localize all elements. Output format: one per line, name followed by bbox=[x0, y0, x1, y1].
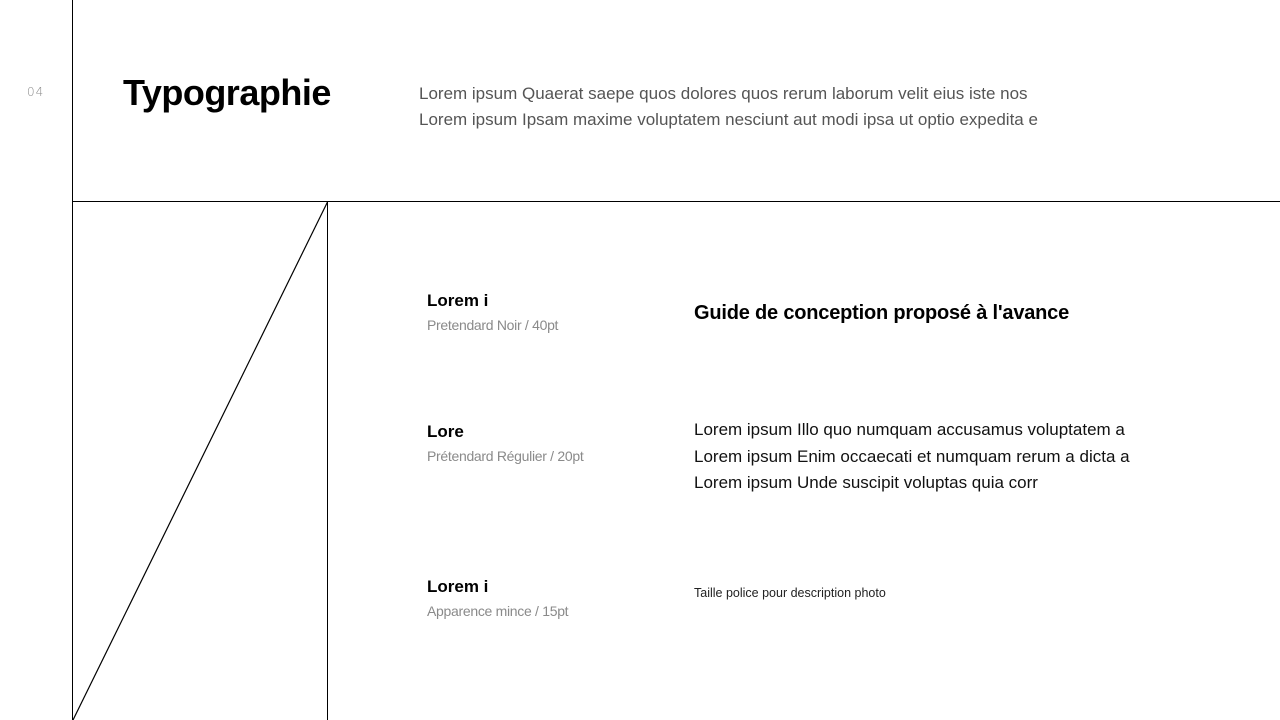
body-sample-line: Lorem ipsum Illo quo numquam accusamus voluptatem a bbox=[694, 420, 1125, 439]
page-number: 04 bbox=[27, 85, 45, 99]
spec-label: Lore bbox=[427, 422, 464, 441]
body-sample-text bbox=[694, 417, 1130, 497]
body-sample-line: Lorem ipsum Unde suscipit voluptas quia corr bbox=[694, 473, 1038, 492]
left-vertical-divider bbox=[72, 0, 73, 720]
intro-line: Lorem ipsum Quaerat saepe quos dolores quos rerum laborum velit eius iste nos bbox=[419, 84, 1028, 103]
type-spec-body bbox=[427, 421, 583, 466]
body-sample-line: Lorem ipsum Enim occaecati et numquam rerum a dicta a bbox=[694, 446, 1130, 466]
heading-sample-text: Guide de conception proposé à l'avance bbox=[694, 302, 1070, 324]
intro-line: Lorem ipsum Ipsam maxime voluptatem nesciunt aut modi ipsa ut optio expedita e bbox=[419, 110, 1038, 129]
horizontal-divider bbox=[73, 201, 1280, 202]
spec-font-info: Apparence mince / 15pt bbox=[427, 603, 569, 619]
spec-label: Lorem i bbox=[427, 291, 489, 310]
intro-paragraph bbox=[419, 81, 1139, 133]
spec-font-info: Prétendard Régulier / 20pt bbox=[427, 448, 584, 464]
type-spec-heading bbox=[427, 290, 558, 335]
caption-sample-text: Taille police pour description photo bbox=[694, 586, 886, 600]
page-title: Typographie bbox=[123, 72, 331, 113]
spec-label: Lorem i bbox=[427, 577, 489, 596]
type-spec-caption bbox=[427, 576, 568, 621]
spec-font-info: Pretendard Noir / 40pt bbox=[427, 317, 559, 333]
inner-vertical-divider bbox=[327, 201, 328, 720]
